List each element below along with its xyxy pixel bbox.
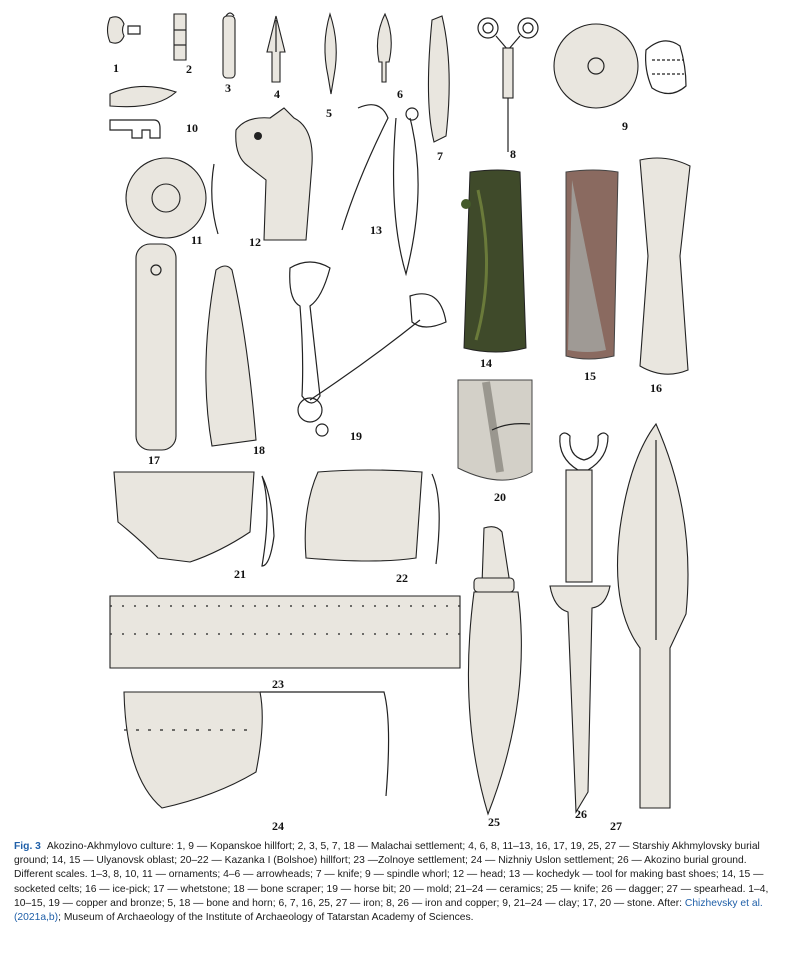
artifact-12-head	[236, 108, 312, 240]
figure-number: 13	[370, 223, 382, 237]
figure-number: 7	[437, 149, 443, 163]
caption-text-end: ; Museum of Archaeology of the Institute of Archaeology of Tatarstan Academy of Sciences.	[58, 912, 474, 924]
artifact-14-socketed-celt	[461, 170, 526, 352]
figure-number: 11	[191, 233, 203, 247]
figure-number: 19	[350, 429, 362, 443]
artifact-2-ornament	[174, 14, 186, 60]
artifact-26-dagger	[550, 433, 610, 812]
figure-number: 24	[272, 819, 284, 833]
figure-number: 8	[510, 147, 516, 161]
artifact-22-ceramic	[305, 470, 439, 564]
artifact-3-ornament	[223, 13, 235, 78]
artifact-11-ornament	[126, 158, 218, 238]
figure-number: 3	[225, 81, 231, 95]
artifact-7-knife	[428, 16, 449, 142]
figure-number: 23	[272, 677, 284, 691]
caption-text: Akozino-Akhmylovo culture: 1, 9 — Kopanskoe hillfort; 2, 3, 5, 7, 18 — Malachai settlement; 4, 6, 8, 11–13, 16, 17, 19, 25, 27 — Starshiy Akhmylovsky burial ground; 14, 15 — Ulyanovsk oblast; 20–22 — Kazanka I (Bolshoe) hillfort; 23 —Zolnoye settlement; 24 — Nizhniy Uslon settlement; 26 — Akozino burial ground. Different scales. 1–3, 8, 10, 11 — ornaments; 4–6 — arrowheads; 7 — knife; 9 — spindle whorl; 12 — head; 13 — kochedyk — tool for making bast shoes; 14, 15 — socketed celts; 16 — ice-pick; 17 — whetstone; 18 — bone scraper; 19 — horse bit; 20 — mold; 21–24 — ceramics; 25 — knife; 26 — dagger; 27 — spearhead. 1–4, 10–15, 19 — copper and bronze; 5, 18 — bone and horn; 6, 7, 16, 25, 27 — iron; 8, 26 — iron and copper; 9, 21–24 — clay; 17, 20 — stone. After:	[14, 841, 769, 909]
artifact-8-pin	[478, 18, 538, 152]
artifact-9-spindle-whorl	[554, 24, 686, 108]
figure-number: 9	[622, 119, 628, 133]
artifact-18-bone-scraper	[206, 266, 256, 446]
artifact-6-arrowhead	[377, 14, 391, 82]
artifact-23-ceramic	[110, 596, 460, 668]
figure-number: 20	[494, 490, 506, 504]
artifact-10-ornament	[110, 86, 176, 138]
figure-number: 2	[186, 62, 192, 76]
artifact-16-ice-pick	[640, 158, 690, 374]
artifact-24-ceramic	[124, 692, 389, 808]
figure-number: 14	[480, 356, 492, 370]
figure-number: 15	[584, 369, 596, 383]
figure-number: 6	[397, 87, 403, 101]
figure-number: 16	[650, 381, 662, 395]
figure-number: 26	[575, 807, 587, 821]
figure-number: 10	[186, 121, 198, 135]
citation-link[interactable]: Chizhevsky et al. (2021a,b)	[14, 897, 763, 924]
artifact-4-arrowhead	[267, 16, 285, 82]
artifact-27-spearhead	[618, 424, 689, 808]
figure-number: 17	[148, 453, 160, 467]
artifact-5-arrowhead	[325, 14, 336, 94]
artifact-21-ceramic	[114, 472, 274, 566]
figure-number: 18	[253, 443, 265, 457]
figure-number: 25	[488, 815, 500, 829]
figure-number: 4	[274, 87, 280, 101]
artifact-1-ornament	[108, 17, 141, 43]
artifact-15-socketed-celt	[566, 170, 618, 359]
figure-number: 27	[610, 819, 622, 833]
figure-label: Fig. 3	[14, 841, 41, 852]
figure-number: 22	[396, 571, 408, 585]
artifact-25-knife	[468, 527, 521, 814]
figure-number: 1	[113, 61, 119, 75]
artifact-19-horse-bit	[290, 262, 446, 436]
figure-number: 5	[326, 106, 332, 120]
figure-number: 21	[234, 567, 246, 581]
figure-caption	[14, 840, 778, 925]
figure-number: 12	[249, 235, 261, 249]
artifact-13-kochedyk	[342, 105, 418, 274]
artifact-20-mold	[458, 380, 532, 480]
artifact-17-whetstone	[136, 244, 176, 450]
